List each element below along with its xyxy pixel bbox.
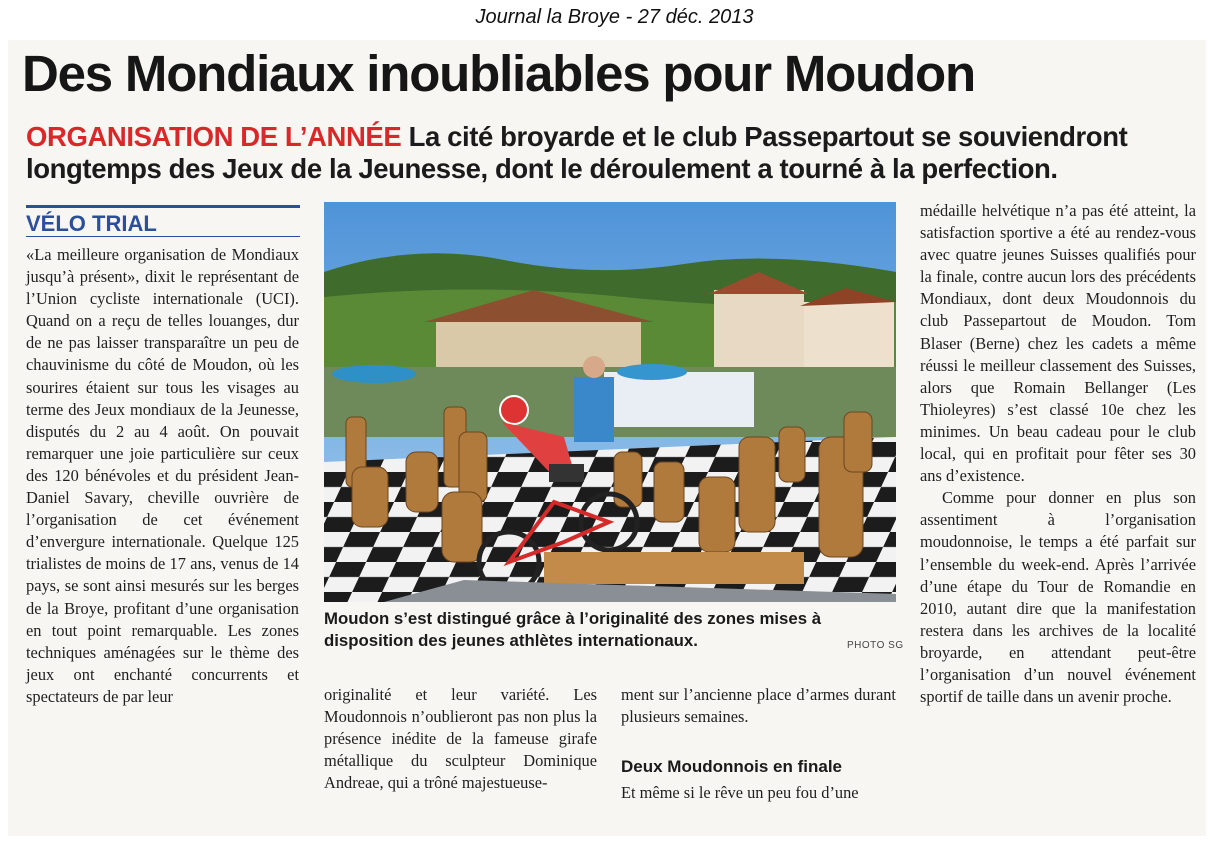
article-column-3b bbox=[621, 782, 896, 804]
column-3b-text: Et même si le rêve un peu fou d’une bbox=[621, 783, 859, 802]
rubric-rule bbox=[26, 236, 300, 237]
headline: Des Mondiaux inoubliables pour Moudon bbox=[22, 45, 975, 102]
photo-house bbox=[714, 290, 804, 370]
source-line: Journal la Broye - 27 déc. 2013 bbox=[475, 6, 754, 28]
deck bbox=[26, 121, 1206, 185]
deck-text: La cité broyarde et le club Passepartout se souviendront longtemps des Jeux de la Jeunesse, dont le déroulement a tourné à la perfection. bbox=[26, 121, 1128, 184]
column-2-text: originalité et leur variété. Les Moudonnois n’oublieront pas non plus la présence inédite de la fameuse girafe métallique du sculpteur Dominique Andreae, qui a trôné majestueuse- bbox=[324, 685, 597, 793]
photo-caption: Moudon s’est distingué grâce à l’originalité des zones mises à disposition des jeunes athlètes internationaux. bbox=[324, 609, 822, 650]
article-column-4 bbox=[920, 200, 1196, 708]
subheading: Deux Moudonnois en finale bbox=[621, 757, 843, 776]
photo-credit: PHOTO SG bbox=[847, 640, 904, 651]
photo-banner bbox=[604, 372, 754, 427]
column-3-text: ment sur l’ancienne place d’armes durant plusieurs semaines. bbox=[621, 685, 896, 727]
photo-judge bbox=[574, 377, 614, 442]
article-column-3 bbox=[621, 684, 896, 728]
deck-kicker: ORGANISATION DE L’ANNÉE bbox=[26, 121, 402, 152]
column-4-paragraph-2: Comme pour donner en plus son assentiment à l’organisation moudonnoise, le temps a été parfait sur l’ensemble du week-end. Après l’arrivée d’une étape du Tour de Romandie en 2010, autant dire que la manifestation restera dans les archives de la localité broyarde, en attendant peut-être l’organisation d’un nouvel événement sportif de taille dans un avenir proche. bbox=[920, 488, 1196, 707]
photo-parasol bbox=[332, 365, 416, 383]
photo-log bbox=[544, 552, 804, 584]
event-photo bbox=[324, 202, 896, 602]
section-rubric: VÉLO TRIAL bbox=[26, 205, 300, 238]
article-column-1 bbox=[26, 244, 299, 708]
column-1-text: «La meilleure organisation de Mondiaux jusqu’à présent», dixit le représentant de l’Union cycliste internationale (UCI). Quand on a reçu de telles louanges, dur de ne pas laisser transparaître un peu de chauvinisme du côté de Moudon, où les sourires étaient sur tous les visages au terme des Jeux mondiaux de la Jeunesse, disputés du 2 au 4 août. On pouvait remarquer une joie particulière sur ceux des 120 bénévoles et du président Jean-Daniel Savary, cheville ouvrière de l’organisation de cet événement d’envergure internationale. Quelque 125 trialistes de moins de 17 ans, venus de 14 pays, se sont ainsi mesurés sur les berges de la Broye, profitant d’une organisation en tout point remarquable. Les zones techniques aménagées sur le thème des jeux ont enchanté concurrents et spectateurs de par leur bbox=[26, 245, 299, 706]
column-4-paragraph-1: médaille helvétique n’a pas été atteint, la satisfaction sportive a été au rendez-vous avec quatre jeunes Suisses qualifiés pour la finale, contre aucun lors des précédents Mondiaux, dont deux Moudonnois du club Passepartout de Moudon. Tom Blaser (Berne) chez les cadets a même réussi le meilleur classement des Suisses, alors que Romain Bellanger (Les Thioleyres) s’est classé 10e chez les minimes. Un beau cadeau pour le club local, qui en profitait pour fêter ses 30 ans d’existence. bbox=[920, 201, 1196, 486]
article-column-2 bbox=[324, 684, 597, 794]
